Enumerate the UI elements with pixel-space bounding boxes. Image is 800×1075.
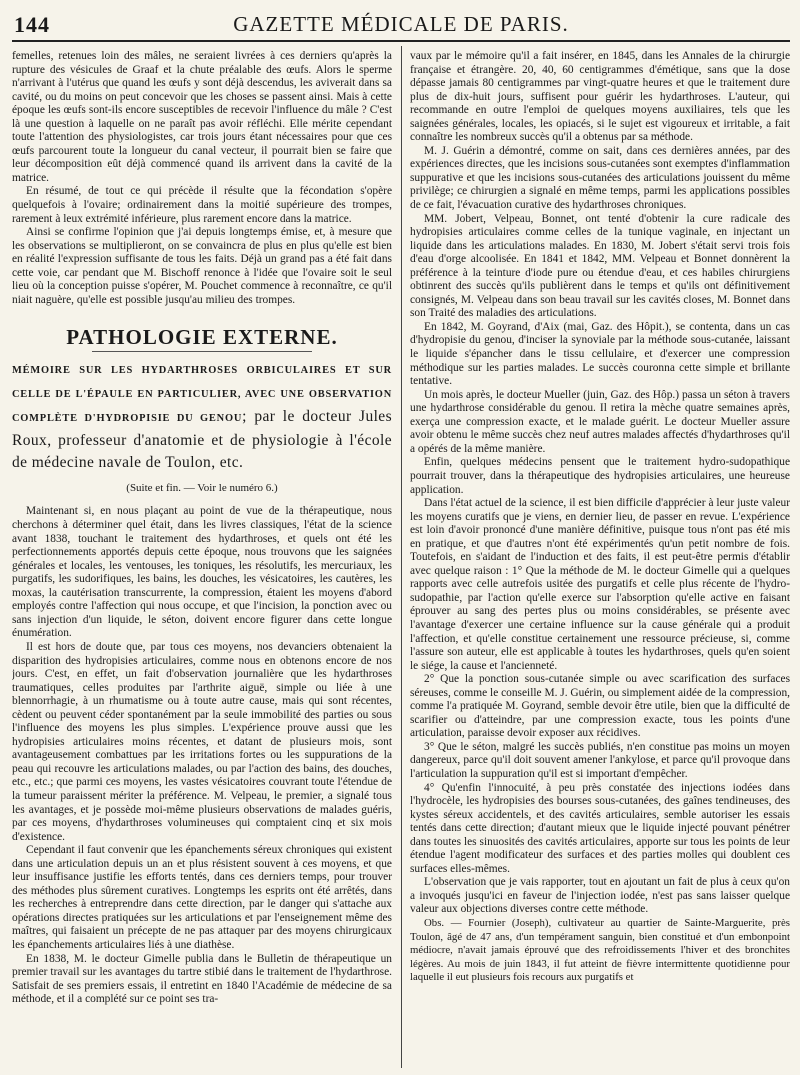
paragraph: femelles, retenues loin des mâles, ne seraient livrées à ces derniers qu'après la rupture des vésicules de Graaf et la chute préalable des œufs. Alors le sperme n'arrivant à l'utérus que quand les œufs y sont déjà descendus, les aviverait dans sa cavité, ou du moins on peut concevoir que les choses se passent ainsi. Mais à cette époque les œufs sont-ils encore susceptibles de recevoir l'influence du mâle ? C'est là une question à laquelle on ne paraît pas avoir réfléchi. Elle mérite cependant toute l'attention des physiologistes, car trois jours étant nécessaires pour que ces œufs parcourent toute la longueur du canal vecteur, il pourrait bien se faire que leur décomposition eût déjà commencé quand ils arrivent dans la cavité de la matrice. (12, 50, 392, 184)
paragraph: M. J. Guérin a démontré, comme on sait, dans ces dernières années, par des expériences directes, que les incisions sous-cutanées sont exemptes d'inflammation suppurative et que les incisions sous-cutanées des articulations jouissent du même privilège; ce chirurgien a signalé en même temps, parmi les applications possibles de ce fait, l'évacuation curative des hydarthroses chroniques. (410, 144, 790, 212)
page-header (12, 6, 790, 42)
paragraph: L'observation que je vais rapporter, tout en ajoutant un fait de plus à ceux qu'on a invoqués jusqu'ici en faveur de l'injection iodée, n'est pas sans laisser quelque valeur aux objections diverses contre cette méthode. (410, 876, 790, 916)
left-column (12, 50, 392, 1068)
paragraph: En 1838, M. le docteur Gimelle publia dans le Bulletin de thérapeutique un premier travail sur les avantages du tartre stibié dans le traitement de l'hydarthrose. Satisfait de ses premiers essais, il entretint en 1840 l'Académie de médecine de sa méthode, et il a complété sur ce point ses tra- (12, 952, 392, 1006)
article-title-caps: MÉMOIRE SUR LES HYDARTHROSES ORBICULAIRES ET SUR CELLE DE L'ÉPAULE EN PARTICULIER, AVEC UNE OBSERVATION COMPLÈTE D'HYDROPISIE DU GENOU (12, 364, 392, 424)
paragraph: En 1842, M. Goyrand, d'Aix (mai, Gaz. des Hôpit.), se contenta, dans un cas d'hydropisie du genou, d'inciser la synoviale par la méthode sous-cutanée, laissant le liquide s'épancher dans le tissu cellulaire, et d'exercer une compression méthodique sur les parties malades. Le succès couronna cette simple et brillante tentative. (410, 320, 790, 388)
newspaper-page (12, 6, 790, 1068)
right-column (410, 50, 790, 1068)
article-title-author: ; par le docteur Jules Roux, professeur d'anatomie et de physiologie à l'école de médecine navale de Toulon, etc. (12, 407, 392, 471)
paragraph: En résumé, de tout ce qui précède il résulte que la fécondation s'opère quelquefois à l'ovaire; ordinairement dans la moitié supérieure des trompes, rarement à leux extrémité inférieure, plus rarement encore dans la matrice. (12, 185, 392, 225)
section-rule (92, 351, 312, 352)
page-number: 144 (14, 12, 50, 37)
journal-title: GAZETTE MÉDICALE DE PARIS. (233, 12, 569, 36)
column-divider (401, 46, 402, 1068)
paragraph: Un mois après, le docteur Mueller (juin, Gaz. des Hôp.) passa un séton à travers une hydarthrose considérable du genou. Il retira la mèche quatre semaines après, exerça une compression exacte, et le malade guérit. Le docteur Mueller assure avoir obtenu le même succès chez neuf autres malades affectés d'hydarthroses qu'il a opérés de la même manière. (410, 388, 790, 455)
paragraph: 4° Qu'enfin l'innocuité, à peu près constatée des injections iodées dans l'hydrocèle, les hydropisies des bourses sous-cutanées, des gaînes tendineuses, des kystes séreux accidentels, et des cavités articulaires, semble autoriser les essais tentés dans cette direction; d'autant mieux que le liquide injecté pouvant pénétrer dans toutes les sinuosités des cavités articulaires, apporte sur tous les points de leur étendue l'agent modificateur des surfaces et des parties molles qui doublent ces surfaces elles-mêmes. (410, 781, 790, 875)
article-title (12, 358, 392, 474)
paragraph: 3° Que le séton, malgré les succès publiés, n'en constitue pas moins un moyen dangereux, parce qu'il doit souvent amener l'ankylose, et parce qu'il provoque dans l'articulation la suppuration qu'il est si important d'empêcher. (410, 740, 790, 780)
paragraph: Cependant il faut convenir que les épanchements séreux chroniques qui existent dans une articulation depuis un an et plus résistent souvent à ces moyens, et que leur insuffisance justifie les efforts tentés, dans ces derniers temps, pour trouver des méthodes plus sûrement curatives. Longtemps les esprits ont été arrêtés, dans les recherches à entreprendre dans cette direction, par le danger qui s'attache aux opérations directes pratiquées sur les articulations et par l'enseignement même des maîtres, qui faisaient un précepte de ne pas attaquer par des moyens chirurgicaux les épanchements articulaires liés à une diathèse. (12, 844, 392, 951)
paragraph: vaux par le mémoire qu'il a fait insérer, en 1845, dans les Annales de la chirurgie française et étrangère. 20, 40, 60 centigrammes d'émétique, sans que la dose dépasse jamais 80 centigrammes par vingt-quatre heures et que le traitement dure plus de dix-huit jours, suffisent pour guérir les hydarthroses. L'auteur, qui recommande en outre l'emploi de quelques moyens auxiliaires, tels que les saignées générales, locales, les opiacés, si le sujet est vigoureux et irritable, a fait connaître les nombreux succès qu'il a obtenus par sa méthode. (410, 50, 790, 144)
paragraph: 2° Que la ponction sous-cutanée simple ou avec scarification des surfaces séreuses, comme le conseille M. J. Guérin, ou simplement aidée de la compression, comme l'a pratiquée M. Goyrand, semble devoir être utile, bien que la difficulté de scarifier ou d'atteindre, par une compression exacte, tous les points d'une articulation, paraisse devoir exposer aux récidives. (410, 673, 790, 740)
paragraph: Il est hors de doute que, par tous ces moyens, nos devanciers obtenaient la disparition des hydropisies articulaires, comme nous en obtenons encore de nos jours. C'est, en effet, un fait d'observation journalière que les hydarthroses traumatiques, celles produites par l'arthrite aiguë, simple ou liée à une blennorrhagie, à un rhumatisme ou à toute autre cause, mais qui sont récentes, cèdent ou peuvent céder spontanément par la seule immobilité des parties ou sous l'influence des moyens les plus simples. L'expérience prouve aussi que les hydropisies articulaires moins récentes, et datant de plusieurs mois, sont avantageusement combattues par les irritations fortes ou les suppurations de la peau qui recouvre les articulations malades, ou par l'action des bains, des douches, etc., etc.; que parmi ces moyens, les vastes vésicatoires couvrant toute l'étendue de la tumeur paraissent mériter la préférence. M. Velpeau, le premier, a signalé tous les avantages, et je possède moi-même plusieurs observations de malades guéris, par ces moyens, d'hydarthroses volumineuses qui comptaient cinq et six mois d'existence. (12, 640, 392, 843)
paragraph: MM. Jobert, Velpeau, Bonnet, ont tenté d'obtenir la cure radicale des hydropisies articulaires comme celles de la tunique vaginale, en injectant un liquide dans les articulations malades. En 1830, M. Jobert s'était servi trois fois d'eau d'orge alcoolisée. En 1841 et 1842, MM. Velpeau et Bonnet donnèrent la préférence à la teinture d'iode pure ou étendue d'eau, et ces habiles chirurgiens obtinrent des succès qu'ils publièrent dans le temps et qu'ils ont définitivement consignés, M. Velpeau dans son beau travail sur les cavités closes, M. Bonnet dans son Traité des maladies des articulations. (410, 212, 790, 320)
paragraph: Maintenant si, en nous plaçant au point de vue de la thérapeutique, nous cherchons à déterminer quel était, dans les livres classiques, l'état de la science avant 1838, touchant le traitement des hydarthroses, et quels ont été les perfectionnements apportés depuis cette époque, nous trouvons que les saignées générales et locales, les ventouses, les toniques, les résolutifs, les mercuriaux, les purgatifs, les sudorifiques, les bains, les douches, les vésicatoires, les cautères, les moxas, la cautérisation transcurrente, la compression, étaient les moyens d'abord employés contre l'affection qui nous occupe, et que l'incision, la ponction avec ou sans injection d'un liquide, le séton, doivent encore figurer dans cette longue énumération. (12, 505, 392, 640)
section-title: PATHOLOGIE EXTERNE. (66, 325, 338, 350)
continuation-note: (Suite et fin. — Voir le numéro 6.) (126, 481, 278, 494)
spacer (12, 307, 392, 327)
observation-paragraph: Obs. — Fournier (Joseph), cultivateur au quartier de Sainte-Marguerite, près Toulon, âgé de 47 ans, d'un tempérament sanguin, bien constitué et d'un embonpoint médiocre, n'avait jamais éprouvé que des refroidissements l'hiver et des bronchites légères. Au mois de juin 1843, il fut atteint de fièvre intermittente quotidienne pour laquelle il eut plusieurs fois recours aux purgatifs et (410, 917, 790, 984)
paragraph: Enfin, quelques médecins pensent que le traitement hydro-sudopathique pourrait trouver, dans la thérapeutique des hydropisies articulaires, une heureuse application. (410, 456, 790, 496)
paragraph: Ainsi se confirme l'opinion que j'ai depuis longtemps émise, et, à mesure que les observations se multiplieront, on se convaincra de plus en plus qu'elle est bien en réalité l'expression suffisante de tous les faits. Déjà un grand pas a été fait dans cette voie, car pendant que M. Bischoff renonce à l'idée que l'ovaire soit le seul lieu où la conception puisse s'opérer, M. Pouchet commence à reconnaître, ce qu'il niait naguère, qu'elle est possible jusqu'au milieu des trompes. (12, 226, 392, 306)
paragraph: Dans l'état actuel de la science, il est bien difficile d'apprécier à leur juste valeur les moyens curatifs que je viens, en dernier lieu, de passer en revue. L'expérience est loin d'avoir prononcé d'une manière définitive, puisque tous n'ont pas été mis en pratique, et que d'autres n'ont été expérimentés qu'un petit nombre de fois. Toutefois, en s'aidant de l'induction et des faits, il est peut-être permis d'établir avec quelque raison : 1° Que la méthode de M. le docteur Gimelle qui a quelques rapports avec celle autrefois usitée des purgatifs et celle plus récente de l'hydro-sudopathie, par l'action qu'elle exerce sur l'absorption qu'elle active en faisant éprouver au sang des pertes plus ou moins considérables, se présente avec l'avantage d'exercer une certaine influence sur la cause générale qui a produit l'affection, et qu'elle constitue certainement une ressource précieuse, si, comme l'assure son auteur, elle est applicable à toutes les hydarthroses, quels qu'en soient le siége, la cause et l'ancienneté. (410, 497, 790, 672)
